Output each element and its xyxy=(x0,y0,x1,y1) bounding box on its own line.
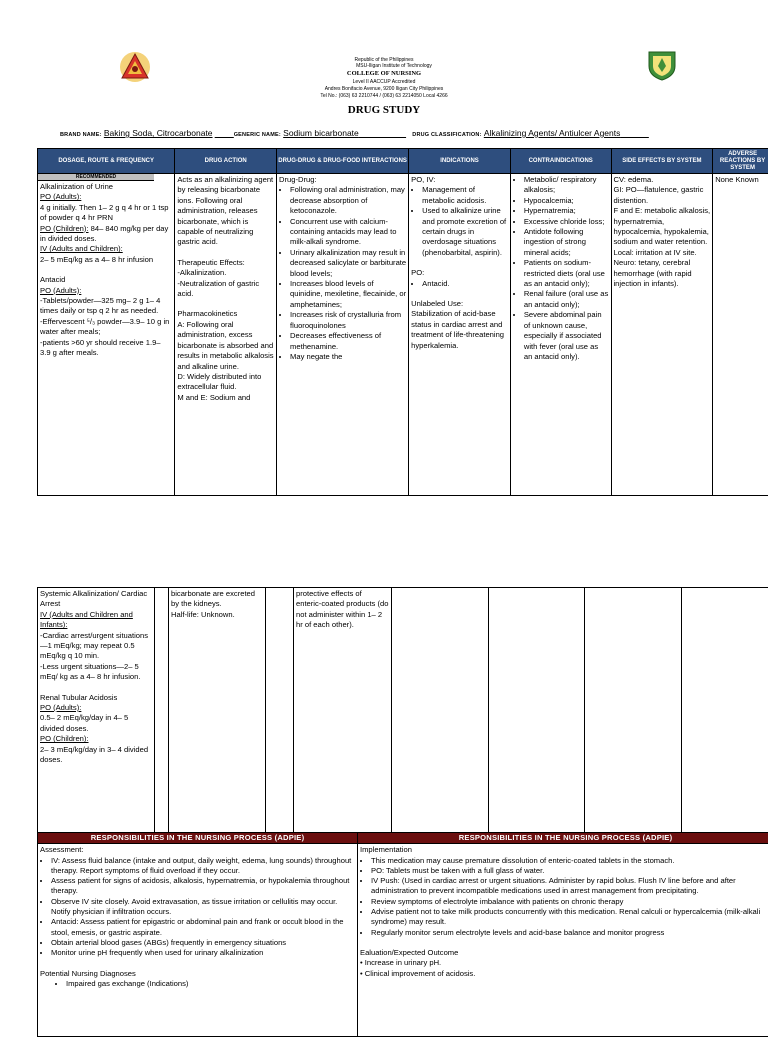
diagnoses-head: Potential Nursing Diagnoses xyxy=(40,969,355,979)
drug-table-page1 xyxy=(37,148,768,496)
header-adverse: ADVERSE REACTIONS BY SYSTEM xyxy=(713,149,768,174)
dosage-subhead: IV (Adults and Children and Infants): xyxy=(40,610,152,631)
evaluation-item: • Increase in urinary pH. xyxy=(360,958,768,968)
action-text: Half-life: Unknown. xyxy=(171,610,263,620)
header-contraindications: CONTRAINDICATIONS xyxy=(510,149,611,174)
assessment-item: • Observe IV site closely. Avoid extravasation, as tissue irritation or cellulitis may occur. Notify physician if infiltration occurs. xyxy=(51,897,355,918)
dosage-text: 2– 5 mEq/kg as a 4– 8 hr infusion xyxy=(40,255,172,265)
header-republic: Republic of the Philippines xyxy=(0,57,768,63)
cell-adverse xyxy=(713,174,768,496)
responsibilities-header-left: RESPONSIBILITIES IN THE NURSING PROCESS (ADPIE) xyxy=(38,833,358,844)
implementation-head: Implementation xyxy=(360,845,768,855)
interaction-item: • Following oral administration, may decrease absorption of ketoconazole. xyxy=(290,185,406,216)
action-text: Acts as an alkalinizing agent by releasing bicarbonate ions. Following oral administration, releases bicarbonate, which is capable of neutralizing gastric acid. xyxy=(177,175,274,248)
diagnosis-item: • Impaired gas exchange (Indications) xyxy=(66,979,355,989)
responsibilities-header-right: RESPONSIBILITIES IN THE NURSING PROCESS (ADPIE) xyxy=(358,833,768,844)
dosage-text: -Effervescent ⁵/₃ powder—3.9– 10 g in water after meals; xyxy=(40,317,172,338)
header-action: DRUG ACTION xyxy=(175,149,277,174)
assessment-item: • IV: Assess fluid balance (intake and output, daily weight, edema, lung sounds) throughout therapy. Report symptoms of fluid overload if they occur. xyxy=(51,856,355,877)
generic-label: GENERIC NAME: xyxy=(234,132,281,138)
interaction-item: • Urinary alkalinization may result in decreased salicylate or barbiturate blood levels; xyxy=(290,248,406,279)
header-side-effects: SIDE EFFECTS BY SYSTEM xyxy=(611,149,713,174)
dosage-text: Systemic Alkalinization/ Cardiac Arrest xyxy=(40,589,152,610)
brand-label: BRAND NAME: xyxy=(60,132,102,138)
dosage-text: Renal Tubular Acidosis xyxy=(40,693,152,703)
action-text: A: Following oral administration, excess bicarbonate is absorbed and results in metabolic alkalosis and alkaline urine. xyxy=(177,320,274,372)
action-text: -Alkalinization. xyxy=(177,268,274,278)
indications-head: PO, IV: xyxy=(411,175,508,185)
cell-assessment xyxy=(38,844,358,1037)
action-text: -Neutralization of gastric acid. xyxy=(177,279,274,300)
indications-head: PO: xyxy=(411,268,508,278)
class-label: DRUG CLASSIFICATION: xyxy=(412,132,481,138)
dosage-subhead: PO (Children): xyxy=(40,734,152,744)
dosage-text: 4 g initially. Then 1– 2 g q 4 hr or 1 tsp of powder q 4 hr PRN xyxy=(40,203,172,224)
dosage-text: -Less urgent situations—2– 5 mEq/ kg as a 4– 8 hr infusion. xyxy=(40,662,152,683)
cell-contraindications xyxy=(510,174,611,496)
contraindication-item: • Hypocalcemia; xyxy=(524,196,609,206)
assessment-item: • Assess patient for signs of acidosis, alkalosis, hypernatremia, or hypokalemia throughout therapy. xyxy=(51,876,355,897)
contraindication-item: • Severe abdominal pain of unknown cause, especially if associated with fever (oral use as an antacid only). xyxy=(524,310,609,362)
cell-empty xyxy=(266,588,294,833)
interaction-item: • Increases blood levels of quinidine, mexiletine, flecainide, or amphetamines; xyxy=(290,279,406,310)
header-college: COLLEGE OF NURSING xyxy=(0,71,768,77)
indications-head: Unlabeled Use: xyxy=(411,299,508,309)
header-interactions: DRUG-DRUG & DRUG-FOOD INTERACTIONS xyxy=(277,149,409,174)
dosage-subhead: IV (Adults and Children): xyxy=(40,244,172,254)
action-text: D: Widely distributed into extracellular fluid. xyxy=(177,372,274,393)
dosage-subhead: PO (Children): xyxy=(40,224,89,233)
action-text: Therapeutic Effects: xyxy=(177,258,274,268)
indication-item: • Antacid. xyxy=(422,279,508,289)
responsibilities-table xyxy=(37,832,768,1037)
dosage-subhead: PO (Adults): xyxy=(40,192,172,202)
cell-action xyxy=(175,174,277,496)
action-text: Pharmacokinetics xyxy=(177,309,274,319)
contraindication-item: • Excessive chloride loss; xyxy=(524,217,609,227)
cell-indications xyxy=(409,174,511,496)
action-text: bicarbonate are excreted by the kidneys. xyxy=(171,589,263,610)
dosage-subhead: PO (Adults): xyxy=(40,286,172,296)
header-dosage: DOSAGE, ROUTE & FREQUENCY xyxy=(38,149,175,174)
assessment-item: • Antacid: Assess patient for epigastric or abdominal pain and frank or occult blood in the stool, emesis, or gastric aspirate. xyxy=(51,917,355,938)
dosage-text: -Tablets/powder—325 mg– 2 g 1– 4 times daily or tsp q 2 hr as needed. xyxy=(40,296,172,317)
implementation-item: • Advise patient not to take milk products concurrently with this medication. Renal calculi or hypercalcemia (milk-alkali syndrome) may result. xyxy=(371,907,768,928)
implementation-item: • This medication may cause premature dissolution of enteric-coated tablets in the stomach. xyxy=(371,856,768,866)
cell-dosage-cont xyxy=(38,588,155,833)
side-effect-text: Local: irritation at IV site. xyxy=(614,248,711,258)
cell-side-effects xyxy=(611,174,713,496)
contraindication-item: • Renal failure (oral use as an antacid only); xyxy=(524,289,609,310)
cell-empty xyxy=(155,588,169,833)
side-effect-text: F and E: metabolic alkalosis, hypernatremia, hypocalcemia, hypokalemia, sodium and water retention. xyxy=(614,206,711,248)
evaluation-item: • Clinical improvement of acidosis. xyxy=(360,969,768,979)
dosage-text: 2– 3 mEq/kg/day in 3– 4 divided doses. xyxy=(40,745,152,766)
adverse-text: None Known xyxy=(715,175,768,185)
contraindication-item: • Patients on sodium-restricted diets (oral use as an antacid only); xyxy=(524,258,609,289)
header-tel: Tel No.: (063) 63 2210744 / (063) 63 2214050 Local 4266 xyxy=(0,93,768,99)
assessment-head: Assessment: xyxy=(40,845,355,855)
dosage-text: 84– 840 mg/kg per day in divided doses. xyxy=(40,224,168,243)
assessment-item: • Obtain arterial blood gases (ABGs) frequently in emergency situations xyxy=(51,938,355,948)
indication-text: Stabilization of acid-base status in cardiac arrest and treatment of life-threatening hyperkalemia. xyxy=(411,309,508,351)
cell-empty xyxy=(392,588,489,833)
cell-implementation xyxy=(358,844,768,1037)
header-level: Level II AACCUP Accredited xyxy=(0,79,768,85)
contraindication-item: • Metabolic/ respiratory alkalosis; xyxy=(524,175,609,196)
implementation-item: • Review symptoms of electrolyte imbalance with patients on chronic therapy xyxy=(371,897,768,907)
dosage-text: -patients >60 yr should receive 1.9– 3.9 g after meals. xyxy=(40,338,172,359)
contraindication-item: • Hypernatremia; xyxy=(524,206,609,216)
side-effect-text: Neuro: tetany, cerebral hemorrhage (with rapid injection in infants). xyxy=(614,258,711,289)
generic-value: Sodium bicarbonate xyxy=(283,128,359,138)
side-effect-text: CV: edema. xyxy=(614,175,711,185)
side-effect-text: GI: PO—flatulence, gastric distention. xyxy=(614,185,711,206)
brand-value: Baking Soda, Citrocarbonate xyxy=(104,128,213,138)
dosage-subhead: PO (Adults): xyxy=(40,703,152,713)
dosage-text: Antacid xyxy=(40,275,172,285)
assessment-item: • Monitor urine pH frequently when used for urinary alkalinization xyxy=(51,948,355,958)
interaction-text: protective effects of enteric-coated products (do not administer within 1– 2 hr of each other). xyxy=(296,589,389,631)
header-institute: MSU-Iligan Institute of Technology xyxy=(10,63,768,69)
evaluation-head: Ealuation/Expected Outcome xyxy=(360,948,768,958)
brand-line: BRAND NAME: Baking Soda, Citrocarbonate ____GENERIC NAME: Sodium bicarbonate__________ DRUG CLASSIFICATION: Alkalinizing Agents/ Antiulcer Agents______ xyxy=(60,128,649,138)
header-indications: INDICATIONS xyxy=(409,149,511,174)
recommended-label: RECOMMENDED xyxy=(38,174,154,181)
action-text: M and E: Sodium and xyxy=(177,393,274,403)
implementation-item: • PO: Tablets must be taken with a full glass of water. xyxy=(371,866,768,876)
dosage-text: -Cardiac arrest/urgent situations—1 mEq/kg; may repeat 0.5 mEq/kg q 10 min. xyxy=(40,631,152,662)
cell-empty xyxy=(489,588,585,833)
implementation-item: • IV Push: (Used in cardiac arrest or urgent situations. Administer by rapid bolus. Flush IV line before and after administration to prevent incompatible medications used in arrest management from precipitating. xyxy=(371,876,768,897)
cell-empty xyxy=(682,588,768,833)
dosage-text: Alkalinization of Urine xyxy=(40,182,172,192)
cell-interactions xyxy=(277,174,409,496)
header-address: Andres Bonifacio Avenue, 9200 Iligan City Philippines xyxy=(0,86,768,92)
interaction-item: • May negate the xyxy=(290,352,406,362)
interactions-head: Drug-Drug: xyxy=(279,175,406,185)
interaction-item: • Increases risk of crystalluria from fluoroquinolones xyxy=(290,310,406,331)
indication-item: • Used to alkalinize urine and promote excretion of certain drugs in overdosage situations (phenobarbital, aspirin). xyxy=(422,206,508,258)
implementation-item: • Regularly monitor serum electrolyte levels and acid-base balance and monitor progress xyxy=(371,928,768,938)
page-title: DRUG STUDY xyxy=(0,104,768,117)
cell-action-cont xyxy=(169,588,266,833)
indication-item: • Management of metabolic acidosis. xyxy=(422,185,508,206)
drug-table-page2 xyxy=(37,587,768,833)
dosage-text: 0.5– 2 mEq/kg/day in 4– 5 divided doses. xyxy=(40,713,152,734)
cell-empty xyxy=(585,588,682,833)
interaction-item: • Decreases effectiveness of methenamine. xyxy=(290,331,406,352)
cell-dosage xyxy=(38,174,175,496)
interaction-item: • Concurrent use with calcium-containing antacids may lead to milk-alkali syndrome. xyxy=(290,217,406,248)
class-value: Alkalinizing Agents/ Antiulcer Agents xyxy=(484,128,621,138)
cell-interactions-cont xyxy=(294,588,392,833)
contraindication-item: • Antidote following ingestion of strong mineral acids; xyxy=(524,227,609,258)
